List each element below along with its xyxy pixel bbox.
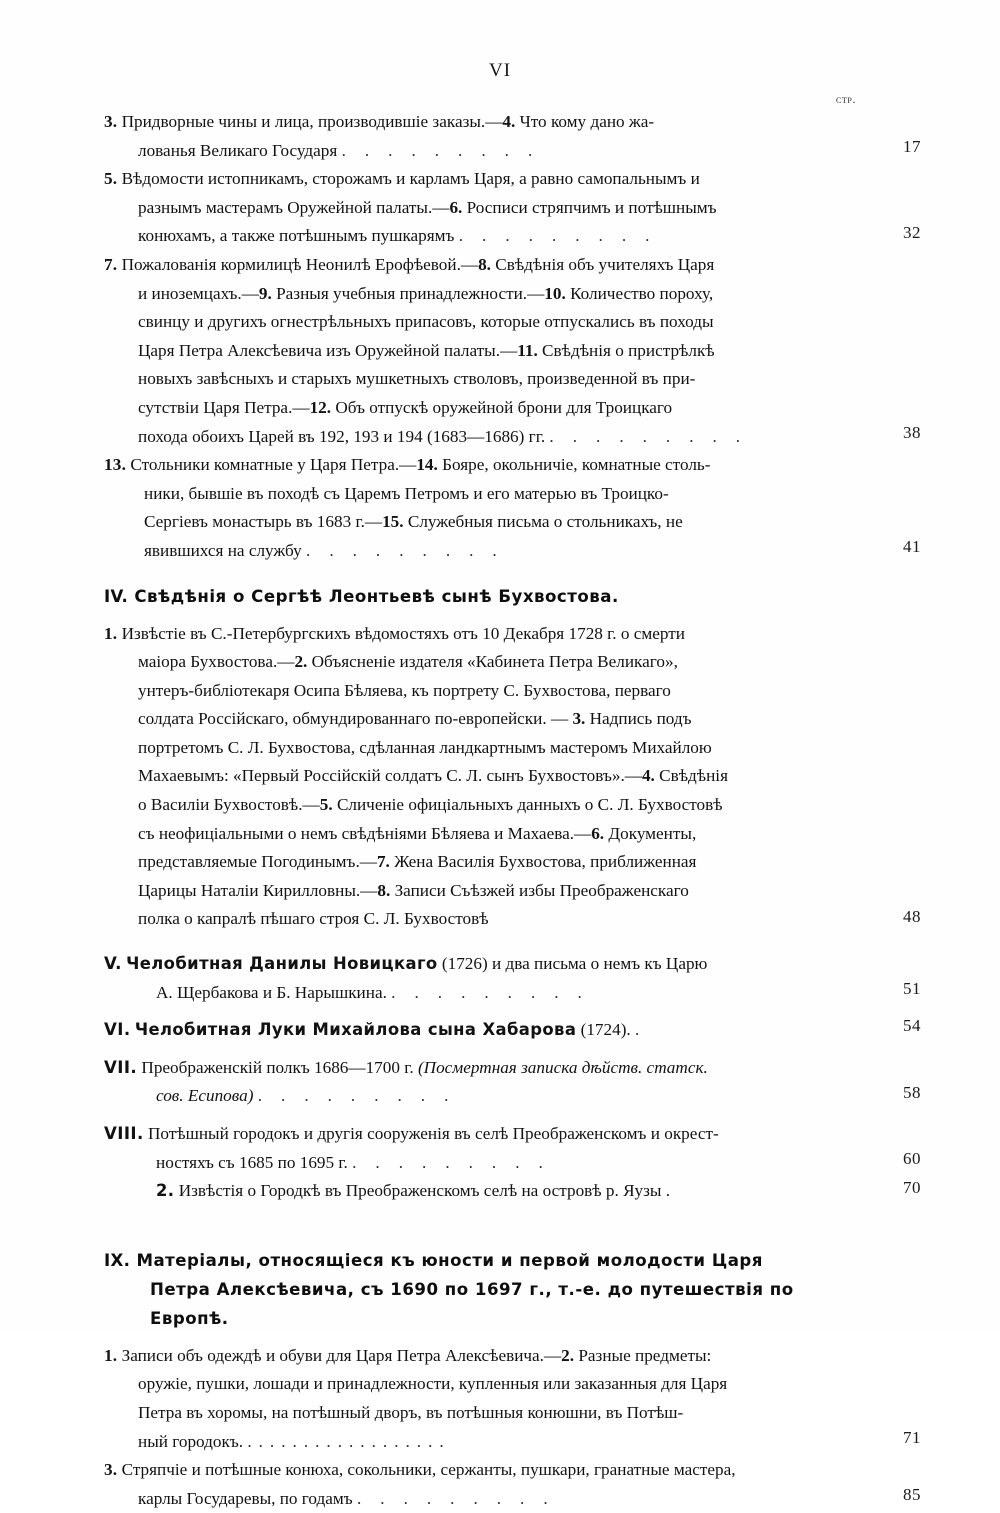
toc-entry-vi	[104, 1016, 921, 1045]
leader-dots: .........	[257, 1086, 468, 1106]
spacer	[104, 1007, 904, 1016]
page-folio: VI	[488, 60, 512, 81]
spacer	[104, 934, 904, 950]
toc-entry-viii	[104, 1120, 921, 1206]
section-title-l2: Петра Алексѣевича, съ 1690 по 1697 г., т.-е. до путешествія по	[150, 1279, 794, 1299]
item-number: 3.	[104, 1460, 118, 1480]
toc-item-iv-1-l10: Царицы Наталіи Кирилловны.—8. Записи Съѣзжей избы Преображенскаго	[138, 880, 689, 900]
toc-item-iv-1-l6: Махаевымъ: «Первый Россійскій солдатъ С. Л. сынъ Бухвостовъ».—4. Свѣдѣнія	[138, 766, 728, 786]
toc-item-ix-1: 1. Записи объ одеждѣ и обуви для Царя Петра Алексѣевича.—2. Разные предметы:	[104, 1345, 712, 1365]
toc-item-ix-3-l2: карлы Государевы, по годамъ .........	[138, 1488, 567, 1508]
item-number: 1.	[104, 1345, 118, 1365]
roman-entry-vi: VI. Челобитная Луки Михайлова сына Хабарова (1724). .	[104, 1020, 653, 1040]
page-number: 32	[903, 223, 921, 243]
section-title: Свѣдѣнія о Сергѣѣ Леонтьевѣ сынѣ Бухвостова.	[134, 586, 619, 606]
toc-item-ix-1-l3: Петра въ хоромы, на потѣшный дворъ, въ потѣшныя конюшни, въ Потѣш-	[138, 1402, 684, 1422]
spacer	[104, 1333, 904, 1342]
toc-section-ix	[104, 1246, 904, 1333]
toc-item-3: 3. Придворные чины и лица, производившіе заказы.—4. Что кому дано жа-	[104, 112, 655, 131]
toc-item-iv-1-l5: портретомъ С. Л. Бухвостова, сдѣланная ландкартнымъ мастеромъ Михайлою	[138, 737, 712, 757]
section-numeral: IV.	[104, 586, 129, 606]
item-number: 5.	[104, 169, 118, 189]
spacer	[104, 611, 904, 620]
toc-entry	[104, 251, 921, 451]
roman-entry-viii: VIII. Потѣшный городокъ и другія сооруженія въ селѣ Преображенскомъ и окрест-	[104, 1124, 719, 1143]
section-numeral: VI.	[104, 1020, 131, 1040]
item-number: 13.	[104, 455, 127, 475]
spacer	[104, 1111, 904, 1120]
toc-item-13: 13. Стольники комнатные у Царя Петра.—14. Бояре, окольничіе, комнатные столь-	[104, 455, 711, 475]
toc-item-7-l4: Царя Петра Алексѣевича изъ Оружейной палаты.—11. Свѣдѣнія о пристрѣлкѣ	[138, 340, 715, 360]
table-of-contents	[104, 108, 921, 1513]
leader-dots: .........	[391, 982, 601, 1002]
item-number: 7.	[104, 254, 118, 274]
roman-entry-subtitle: (Посмертная записка дѣйств. статск.	[417, 1057, 708, 1077]
roman-entry-vii-l2: сов. Есипова) .........	[156, 1086, 468, 1106]
toc-item-iv-1-l7: о Василіи Бухвостовѣ.—5. Сличеніе офиціальныхъ данныхъ о С. Л. Бухвостовѣ	[138, 795, 723, 815]
leader-dots: .........	[352, 1152, 562, 1172]
toc-entry	[104, 1342, 921, 1456]
toc-item-iv-1-l3: унтеръ-библіотекаря Осипа Бѣляева, къ портрету С. Бухвостова, перваго	[138, 680, 671, 700]
leader-dots: ..................	[247, 1431, 451, 1451]
page-number: 58	[903, 1082, 921, 1102]
roman-entry-v: V. Челобитная Данилы Новицкаго (1726) и два письма о немъ къ Царю	[104, 954, 708, 974]
spacer	[104, 566, 904, 582]
toc-item-5: 5. Вѣдомости истопникамъ, сторожамъ и карламъ Царя, а равно самопальнымъ и	[104, 169, 700, 189]
section-numeral: IX.	[104, 1250, 131, 1270]
toc-entry	[104, 451, 921, 565]
page-number: 38	[903, 422, 921, 442]
section-heading	[104, 1246, 904, 1275]
roman-entry-title: Челобитная Луки Михайлова сына Хабарова	[134, 1020, 577, 1040]
roman-entry-viii-l2: ностяхъ съ 1685 по 1695 г. .........	[156, 1152, 562, 1172]
leader-dots: .........	[458, 226, 669, 246]
toc-entry	[104, 1456, 921, 1513]
toc-item-7-l2: и иноземцахъ.—9. Разныя учебныя принадлежности.—10. Количество пороху,	[138, 283, 714, 303]
item-number: 3.	[104, 112, 118, 131]
toc-item-13-l3: Сергіевъ монастырь въ 1683 г.—15. Служебныя письма о стольникахъ, не	[144, 512, 683, 532]
page-number: 41	[903, 537, 921, 557]
toc-item-7-l3: свинцу и другихъ огнестрѣльныхъ припасовъ, которые отпускались въ походы	[138, 312, 714, 332]
toc-item-iv-1-l11: полка о капралѣ пѣшаго строя С. Л. Бухвостовѣ	[138, 909, 489, 929]
section-heading	[104, 582, 904, 611]
sub-item-number: 2.	[156, 1181, 175, 1201]
page-number: 51	[903, 979, 921, 999]
toc-item-7-l6: сутствіи Царя Петра.—12. Объ отпускѣ оружейной брони для Троицкаго	[138, 397, 673, 417]
toc-section-iv	[104, 582, 904, 611]
section-title-l3: Европѣ.	[150, 1308, 229, 1328]
section-numeral: VIII.	[104, 1124, 144, 1143]
toc-item-5-cont2: конюхамъ, а также потѣшнымъ пушкарямъ .........	[138, 226, 669, 246]
toc-item-iv-1-l8: съ неофиціальными о немъ свѣдѣніями Бѣляева и Махаева.—6. Документы,	[138, 823, 697, 843]
leader-dots: .........	[306, 540, 516, 560]
section-numeral: V.	[104, 954, 122, 974]
item-number: 1.	[104, 623, 118, 643]
toc-entry-vii	[104, 1054, 921, 1111]
page-number-column-header: стр.	[836, 92, 857, 106]
toc-item-7-l7: похода обоихъ Царей въ 192, 193 и 194 (1683—1686) гг. .........	[138, 426, 760, 446]
toc-item-ix-1-l4: ный городокъ. ..................	[138, 1431, 451, 1451]
leader-dots: .........	[549, 426, 760, 446]
section-title: Матеріалы, относящіеся къ юности и первой молодости Царя	[136, 1250, 763, 1270]
toc-entry-v	[104, 950, 921, 1007]
page-number: 48	[903, 906, 921, 926]
page-number: 70	[903, 1178, 921, 1197]
toc-item-7-l5: новыхъ завѣсныхъ и старыхъ мушкетныхъ стволовъ, произведенной въ при-	[138, 369, 696, 389]
page-number: 60	[903, 1149, 921, 1168]
toc-entry	[104, 108, 921, 165]
toc-entry	[104, 165, 921, 251]
toc-item-7: 7. Пожалованія кормилицѣ Неонилѣ Ерофѣевой.—8. Свѣдѣнія объ учителяхъ Царя	[104, 254, 715, 274]
leader-dots: .	[635, 1020, 653, 1040]
page-number: 54	[903, 1016, 921, 1036]
toc-item-iv-1-l2: маіора Бухвостова.—2. Объясненіе издателя «Кабинета Петра Великаго»,	[138, 652, 678, 672]
toc-item-iv-1-l4: солдата Россійскаго, обмундированнаго по-европейски. — 3. Надпись подъ	[138, 709, 692, 729]
page-number: 17	[903, 137, 921, 156]
section-numeral: VII.	[104, 1057, 138, 1077]
spacer	[104, 1045, 904, 1054]
leader-dots: .........	[341, 140, 552, 160]
toc-item-iv-1: 1. Извѣстіе въ С.-Петербургскихъ вѣдомостяхъ отъ 10 Декабря 1728 г. о смерти	[104, 623, 685, 643]
toc-item-iv-1-l9: представляемые Погодинымъ.—7. Жена Василія Бухвостова, приближенная	[138, 852, 697, 872]
toc-item-13-l4: явившихся на службу .........	[144, 540, 516, 560]
spacer	[104, 1206, 904, 1246]
roman-entry-vii: VII. Преображенскій полкъ 1686—1700 г. (Посмертная записка дѣйств. статск.	[104, 1057, 708, 1077]
toc-item-5-cont: разнымъ мастерамъ Оружейной палаты.—6. Росписи стряпчимъ и потѣшнымъ	[138, 197, 717, 217]
toc-item-ix-3: 3. Стряпчіе и потѣшные конюха, сокольники, сержанты, пушкари, гранатные мастера,	[104, 1460, 736, 1480]
roman-entry-viii-sub: 2. Извѣстія о Городкѣ въ Преображенскомъ селѣ на островѣ р. Яузы .	[156, 1181, 671, 1201]
toc-item-13-l2: ники, бывшіе въ походѣ съ Царемъ Петромъ и его матерью въ Троицко-	[144, 483, 669, 503]
toc-entry	[104, 620, 921, 935]
page-number: 85	[903, 1485, 921, 1505]
roman-entry-v-l2: А. Щербакова и Б. Нарышкина. .........	[156, 982, 601, 1002]
toc-item-ix-1-l2: оружіе, пушки, лошади и принадлежности, купленныя или заказанныя для Царя	[138, 1374, 728, 1394]
roman-entry-title: Челобитная Данилы Новицкаго	[126, 954, 438, 974]
page-number: 71	[903, 1427, 921, 1447]
leader-dots: .........	[356, 1488, 567, 1508]
toc-item-3-cont: лованья Великаго Государя .........	[138, 140, 552, 160]
